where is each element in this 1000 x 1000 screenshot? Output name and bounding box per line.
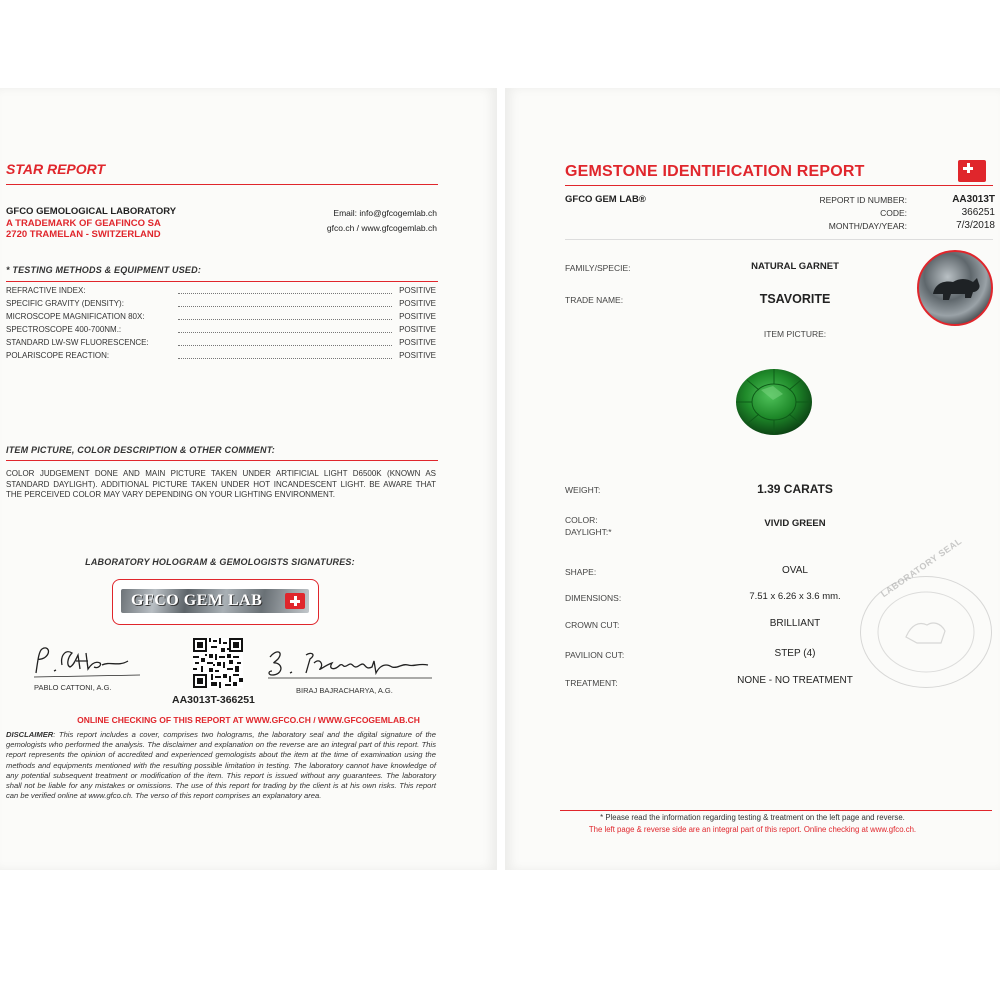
test-row <box>6 325 436 337</box>
title-divider <box>6 184 438 185</box>
left-page <box>0 88 497 870</box>
shape-label: SHAPE: <box>565 567 597 577</box>
meta-label: MONTH/DAY/YEAR: <box>828 221 907 231</box>
test-row <box>6 312 436 324</box>
color-label <box>565 514 612 538</box>
lab-short-name: GFCO GEM LAB® <box>565 194 646 205</box>
test-row <box>6 299 436 311</box>
lab-block <box>6 206 176 241</box>
right-page <box>505 88 1000 870</box>
footer-note-red[interactable]: The left page & reverse side are an integral part of this report. Online checking at www.gfco.ch. <box>588 825 917 834</box>
color-value: VIVID GREEN <box>764 518 826 529</box>
pavilion-cut-label: PAVILION CUT: <box>565 650 625 660</box>
treatment-value: NONE - NO TREATMENT <box>737 675 853 686</box>
signature-bajracharya <box>262 645 437 681</box>
dot-leader <box>178 358 392 359</box>
test-value: POSITIVE <box>399 299 436 308</box>
signature-name-left: PABLO CATTONI, A.G. <box>34 683 112 692</box>
shape-value: OVAL <box>782 565 808 576</box>
dot-leader <box>178 293 392 294</box>
disclaimer-text: : This report includes a cover, comprises two holograms, the laboratory seal and the digital signature of the gemologists who performed the analysis. The disclaimer and explanation on the reverse are an integral part of this report. This report represents the opinion of accredited and experienced gemologists about the item at the time of examination using the methods and equipments mentioned with the resulting possible limitation in testing. The laboratory cannot have knowledge of any potential subsequent treatment or modification of the item. This report is issued without any guarantees. The laboratory shall not be liable for any mistakes or omissions. The use of this report for trading by the client is at his own risks. This report can be verified online at www.gfco.ch. The verso of this report comprises an explanatory area. <box>6 730 436 801</box>
testing-heading: * TESTING METHODS & EQUIPMENT USED: <box>6 265 202 275</box>
trade-name-label: TRADE NAME: <box>565 295 624 305</box>
online-check-line[interactable]: ONLINE CHECKING OF THIS REPORT AT WWW.GFCO.CH / WWW.GFCOGEMLAB.CH <box>77 715 420 725</box>
test-label: SPECIFIC GRAVITY (DENSITY): <box>6 299 124 308</box>
crown-cut-label: CROWN CUT: <box>565 620 620 630</box>
test-row <box>6 351 436 363</box>
test-label: POLARISCOPE REACTION: <box>6 351 110 360</box>
lab-name: GFCO GEMOLOGICAL LABORATORY <box>6 206 177 217</box>
swiss-flag-icon <box>958 160 986 182</box>
report-code: AA3013T-366251 <box>172 694 255 706</box>
gemstone-image <box>733 366 815 438</box>
disclaimer-label: DISCLAIMER <box>6 730 54 739</box>
test-value: POSITIVE <box>399 286 436 295</box>
test-row <box>6 286 436 298</box>
pavilion-cut-value: STEP (4) <box>774 648 816 659</box>
test-label: STANDARD LW-SW FLUORESCENCE: <box>6 338 149 347</box>
hologram-sticker-icon <box>915 248 995 328</box>
hologram-heading: LABORATORY HOLOGRAM & GEMOLOGISTS SIGNATURES: <box>85 557 355 567</box>
crown-cut-value: BRILLIANT <box>769 618 821 629</box>
trade-name-value: TSAVORITE <box>759 292 831 306</box>
dot-leader <box>178 319 392 320</box>
daylight-label-text: DAYLIGHT:* <box>565 527 612 537</box>
test-label: MICROSCOPE MAGNIFICATION 80X: <box>6 312 145 321</box>
test-value: POSITIVE <box>399 312 436 321</box>
star-report-title: STAR REPORT <box>6 161 106 177</box>
seal-text: LABORATORY SEAL <box>879 535 964 600</box>
weight-label: WEIGHT: <box>565 485 601 495</box>
comment-heading: ITEM PICTURE, COLOR DESCRIPTION & OTHER COMMENT: <box>6 445 275 455</box>
test-value: POSITIVE <box>399 325 436 334</box>
comment-text: COLOR JUDGEMENT DONE AND MAIN PICTURE TAKEN UNDER ARTIFICIAL LIGHT D6500K (KNOWN AS STANDARD DAYLIGHT). ADDITIONAL PICTURE TAKEN UNDER HOT INCANDESCENT LIGHT. BE AWARE THAT THE PERCEIVED COLOR MAY VARY DEPENDING ON YOUR LIGHTING ENVIRONMENT. <box>6 469 436 499</box>
title-divider <box>565 185 993 186</box>
code-value: 366251 <box>961 207 995 218</box>
swiss-flag-icon <box>285 593 305 609</box>
meta-divider <box>565 239 993 240</box>
meta-label: REPORT ID NUMBER: <box>819 195 907 205</box>
lab-trademark: A TRADEMARK OF GEAFINCO SA <box>6 217 161 229</box>
test-value: POSITIVE <box>399 351 436 360</box>
color-label-text: COLOR: <box>565 515 598 525</box>
report-id-value: AA3013T <box>952 194 995 205</box>
footer-note: * Please read the information regarding testing & treatment on the left page and reverse. <box>600 813 905 822</box>
treatment-label: TREATMENT: <box>565 678 618 688</box>
hologram-icon <box>121 589 309 613</box>
date-value: 7/3/2018 <box>956 220 995 231</box>
signature-name-right: BIRAJ BAJRACHARYA, A.G. <box>296 686 393 695</box>
lab-address: 2720 TRAMELAN - SWITZERLAND <box>6 229 161 240</box>
contact-block <box>327 206 437 236</box>
weight-value: 1.39 CARATS <box>757 482 833 496</box>
footer-divider <box>560 810 992 811</box>
report-title: GEMSTONE IDENTIFICATION REPORT <box>565 163 865 180</box>
lab-email[interactable]: Email: info@gfcogemlab.ch <box>333 208 437 218</box>
laboratory-seal-icon <box>860 535 992 688</box>
dot-leader <box>178 332 392 333</box>
dot-leader <box>178 345 392 346</box>
qr-code-icon[interactable] <box>193 638 243 688</box>
comment-divider <box>6 460 438 461</box>
hologram-frame <box>112 579 319 625</box>
dot-leader <box>178 306 392 307</box>
family-value: NATURAL GARNET <box>751 261 839 272</box>
disclaimer <box>6 730 436 801</box>
dimensions-value: 7.51 x 6.26 x 3.6 mm. <box>749 591 841 602</box>
test-label: SPECTROSCOPE 400-700NM.: <box>6 325 122 334</box>
dimensions-label: DIMENSIONS: <box>565 593 622 603</box>
lab-website[interactable]: gfco.ch / www.gfcogemlab.ch <box>326 223 437 233</box>
test-label: REFRACTIVE INDEX: <box>6 286 86 295</box>
test-value: POSITIVE <box>399 338 436 347</box>
hologram-text: GFCO GEM LAB <box>131 592 263 609</box>
testing-divider <box>6 281 438 282</box>
item-picture-label: ITEM PICTURE: <box>763 329 827 339</box>
signature-cattoni <box>30 643 145 681</box>
family-label: FAMILY/SPECIE: <box>565 263 631 273</box>
meta-label: CODE: <box>880 208 907 218</box>
test-row <box>6 338 436 350</box>
